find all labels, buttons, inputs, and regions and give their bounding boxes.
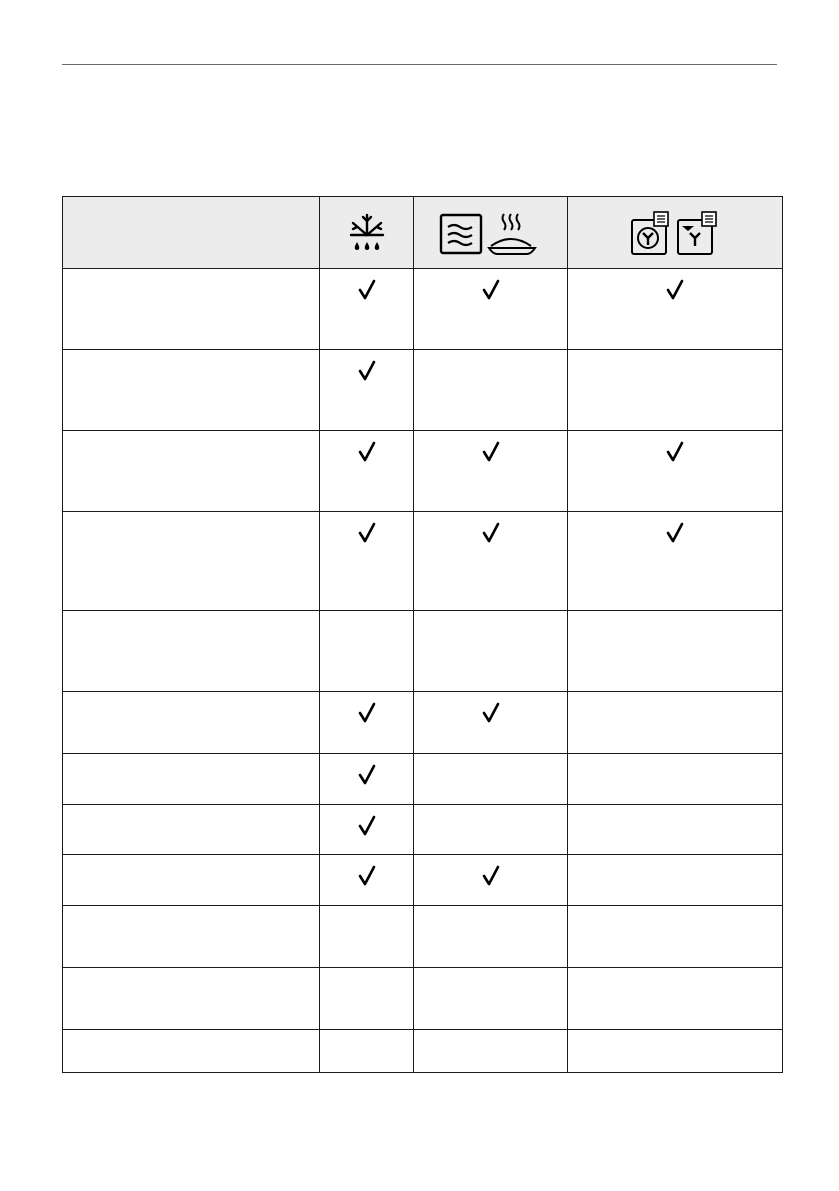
row-label (63, 350, 320, 431)
header-steam-fan (568, 197, 783, 269)
check-cell (568, 350, 783, 431)
row-label (63, 1030, 320, 1073)
table-row (63, 269, 783, 350)
check-cell (414, 512, 568, 611)
check-cell (320, 906, 414, 968)
reheat-steam-icon (414, 210, 567, 256)
check-mark-icon (481, 279, 501, 301)
check-cell (568, 611, 783, 692)
table-row (63, 350, 783, 431)
check-cell (414, 754, 568, 805)
table-row (63, 906, 783, 968)
check-cell (414, 692, 568, 754)
check-cell (568, 692, 783, 754)
row-label (63, 431, 320, 512)
check-cell (568, 906, 783, 968)
table-row (63, 431, 783, 512)
table-row (63, 512, 783, 611)
check-mark-icon (357, 702, 377, 724)
table-row (63, 968, 783, 1030)
check-cell (320, 968, 414, 1030)
check-cell (414, 968, 568, 1030)
row-label (63, 805, 320, 855)
check-cell (320, 855, 414, 906)
check-cell (414, 805, 568, 855)
table-row (63, 611, 783, 692)
check-mark-icon (481, 441, 501, 463)
row-label (63, 611, 320, 692)
check-mark-icon (357, 522, 377, 544)
check-mark-icon (665, 279, 685, 301)
table-row (63, 1030, 783, 1073)
check-cell (568, 805, 783, 855)
check-cell (568, 855, 783, 906)
check-cell (414, 1030, 568, 1073)
row-label (63, 754, 320, 805)
table-row (63, 805, 783, 855)
row-label (63, 968, 320, 1030)
check-mark-icon (357, 764, 377, 786)
check-cell (568, 431, 783, 512)
function-table (62, 196, 783, 1073)
check-cell (320, 754, 414, 805)
defrost-icon (320, 211, 413, 255)
check-cell (414, 269, 568, 350)
check-mark-icon (665, 441, 685, 463)
check-mark-icon (665, 522, 685, 544)
check-cell (568, 512, 783, 611)
check-cell (414, 855, 568, 906)
check-cell (320, 805, 414, 855)
check-cell (320, 431, 414, 512)
row-label (63, 692, 320, 754)
row-label (63, 269, 320, 350)
row-label (63, 855, 320, 906)
check-mark-icon (357, 815, 377, 837)
check-cell (320, 269, 414, 350)
check-cell (414, 906, 568, 968)
check-cell (320, 692, 414, 754)
table-row (63, 754, 783, 805)
table-row (63, 692, 783, 754)
check-cell (320, 611, 414, 692)
check-mark-icon (357, 360, 377, 382)
check-mark-icon (481, 702, 501, 724)
header-reheat (414, 197, 568, 269)
check-mark-icon (357, 865, 377, 887)
header-label-cell (63, 197, 320, 269)
row-label (63, 512, 320, 611)
check-mark-icon (357, 279, 377, 301)
header-defrost (320, 197, 414, 269)
check-cell (414, 431, 568, 512)
check-cell (414, 350, 568, 431)
steam-fan-icons (568, 210, 782, 256)
check-mark-icon (481, 522, 501, 544)
table-row (63, 855, 783, 906)
top-rule (62, 64, 777, 65)
check-cell (568, 269, 783, 350)
check-cell (568, 754, 783, 805)
check-cell (414, 611, 568, 692)
check-cell (320, 1030, 414, 1073)
table-header-row (63, 197, 783, 269)
check-mark-icon (357, 441, 377, 463)
check-cell (320, 512, 414, 611)
row-label (63, 906, 320, 968)
check-mark-icon (481, 865, 501, 887)
check-cell (568, 968, 783, 1030)
check-cell (568, 1030, 783, 1073)
check-cell (320, 350, 414, 431)
